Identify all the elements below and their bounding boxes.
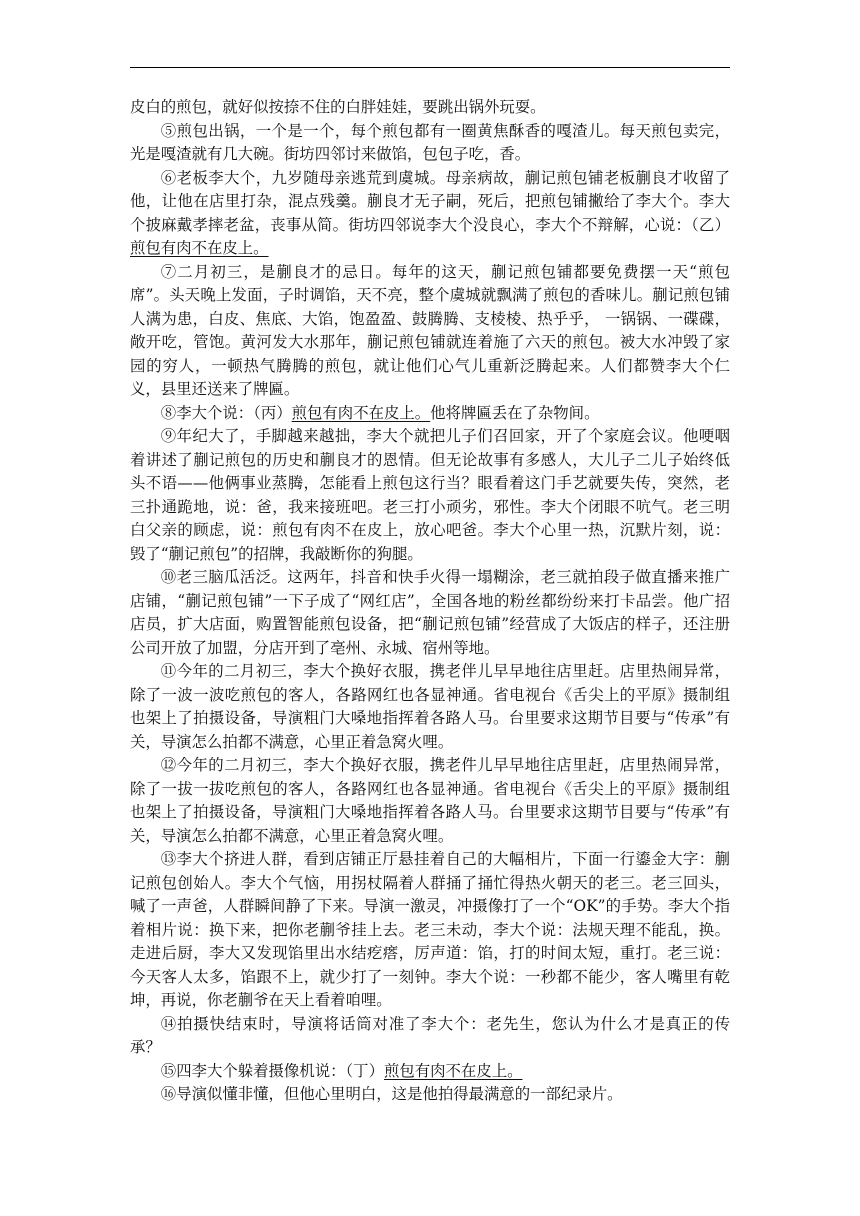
paragraph-10: ⑩老三脑瓜活泛。这两年，抖音和快手火得一塌糊涂，老三就拍段子做直播来推广店铺，“蒯记煎包铺”一下子成了“网红店”，全国各地的粉丝都纷纷来打卡品尝。他广招店员，扩大店面，购置智能煎包设备，把“蒯记煎包铺”经营成了大饭店的样子，还注册公司开放了加盟，分店开到了亳州、永城、宿州等地。 bbox=[130, 568, 730, 657]
paragraph-5: ⑤煎包出锅，一个是一个，每个煎包都有一圈黄焦酥香的嘎渣儿。每天煎包卖完，光是嘎渣就有几大碗。街坊四邻讨来做馅，包包子吃，香。 bbox=[130, 121, 730, 163]
underlined-phrase: 煎包有肉不在皮上。 bbox=[130, 239, 269, 257]
paragraph-15: ⑮四李大个躲着摄像机说：（丁）煎包有肉不在皮上。 bbox=[160, 1061, 523, 1080]
paragraph-continuation: 皮白的煎包，就好似按捺不住的白胖娃娃，要跳出锅外玩耍。 bbox=[130, 98, 546, 116]
paragraph-12: ⑫今年的二月初三，李大个换好衣服，携老件儿早早地往店里赶，店里热闹异常，除了一拔一拔吃煎包的客人，各路网红也各显神通。省电视台《舌尖上的平原》摄制组也架上了拍摄设备，导演粗门大嗓地指挥着各路人马。台里要求这期节目要与“传承”有关，导演怎么拍都不满意，心里正着急窝火哩。 bbox=[130, 756, 730, 845]
paragraph-8: ⑧李大个说：（丙）煎包有肉不在皮上。他将牌匾丢在了杂物间。 bbox=[160, 403, 600, 422]
paragraph-14: ⑭拍摄快结束时，导演将话筒对准了李大个：老先生，您认为什么才是真正的传承？ bbox=[130, 1014, 730, 1056]
paragraph-9: ⑨年纪大了，手脚越来越拙，李大个就把儿子们召回家，开了个家庭会议。他哽咽着讲述了蒯记煎包的历史和蒯良才的恩情。但无论故事有多感人，大儿子二儿子始终低头不语——他俩事业蒸腾，怎能看上煎包这行当？眼看着这门手艺就要失传，突然，老三扑通跪地，说：爸，我来接班吧。老三打小顽劣，邪性。李大个闭眼不吭气。老三明白父亲的顾虑，说：煎包有肉不在皮上，放心吧爸。李大个心里一热，沉默片刻，说：毁了“蒯记煎包”的招牌，我敲断你的狗腿。 bbox=[130, 427, 730, 563]
paragraph-7: ⑦二月初三，是蒯良才的忌日。每年的这天，蒯记煎包铺都要免费摆一天“煎包席”。头天晚上发面，子时调馅，天不亮，整个虞城就飘满了煎包的香味儿。蒯记煎包铺人满为患，白皮、焦底、大馅，饱盈盈、鼓腾腾、支棱棱、热乎乎， 一锅锅、一碟碟，敞开吃，管饱。黄河发大水那年，蒯记煎包铺就连着施了六天的煎包。被大水冲毁了家园的穷人，一顿热气腾腾的煎包，就让他们心气儿重新泛腾起来。人们都赞李大个仁义，县里还送来了牌匾。 bbox=[130, 262, 730, 398]
article-body bbox=[130, 96, 730, 1107]
paragraph-6: ⑥老板李大个，九岁随母亲逃荒到虞城。母亲病故，蒯记煎包铺老板蒯良才收留了他，让他在店里打杂，混点残羹。蒯良才无子嗣，死后，把煎包铺撇给了李大个。李大个披麻戴孝摔老盆，丧事从简。街坊四邻说李大个没良心，李大个不辩解，心说：（乙）煎包有肉不在皮上。 bbox=[130, 168, 730, 257]
underlined-phrase: 煎包有肉不在皮上。 bbox=[383, 1061, 523, 1080]
paragraph-11: ⑪今年的二月初三，李大个换好衣服，携老伴儿早早地往店里赶。店里热闹异常，除了一波一波吃煎包的客人，各路网红也各显神通。省电视台《舌尖上的平原》摄制组也架上了拍摄设备，导演粗门大嗓地指挥着各路人马。台里要求这期节目要与“传承”有关，导演怎么拍都不满意，心里正着急窝火哩。 bbox=[130, 662, 730, 751]
underlined-phrase: 煎包有肉不在皮上。 bbox=[291, 403, 431, 422]
paragraph-13: ⑬李大个挤进人群，看到店铺正厅悬挂着自己的大幅相片，下面一行鎏金大字：蒯记煎包创始人。李大个气恼，用拐杖隔着人群捅了捅忙得热火朝天的老三。老三回头，喊了一声爸，人群瞬间静了下来。导演一激灵，冲摄像打了一个“OK”的手势。李大个指着相片说：换下来，把你老蒯爷挂上去。老三未动，李大个说：法规天理不能乱，换。走进后厨，李大又发现馅里出水结疙瘩，厉声道：馅，打的时间太短，重打。老三说：今天客人太多，馅跟不上，就少打了一刻钟。李大个说：一秒都不能少，客人嘴里有乾坤，再说，你老蒯爷在天上看着咱哩。 bbox=[130, 850, 730, 1009]
paragraph-16: ⑯导演似懂非懂，但他心里明白，这是他拍得最满意的一部纪录片。 bbox=[160, 1085, 623, 1103]
header-rule bbox=[130, 67, 730, 68]
